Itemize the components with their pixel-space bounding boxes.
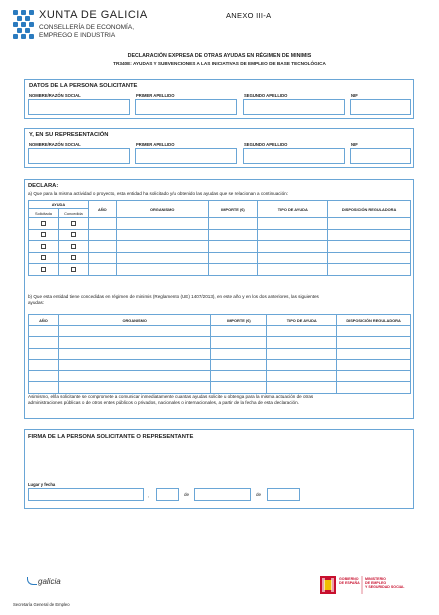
nif-field[interactable] bbox=[350, 99, 411, 115]
de-label-2: de bbox=[256, 492, 262, 497]
amount-cell[interactable] bbox=[211, 382, 267, 393]
amount-cell[interactable] bbox=[208, 229, 258, 241]
galicia-logo bbox=[27, 577, 61, 586]
place-date-label: Lugar y fecha bbox=[28, 482, 56, 487]
gov-line-2: DE ESPAÑA bbox=[339, 581, 360, 586]
col-regulation: DISPOSICIÓN REGULADORA bbox=[328, 201, 411, 218]
regulation-cell[interactable] bbox=[337, 348, 411, 359]
logo-title: XUNTA DE GALICIA bbox=[39, 9, 148, 21]
amount-cell[interactable] bbox=[211, 326, 267, 337]
logo-sub-line-2: EMPREGO E INDUSTRIA bbox=[39, 32, 116, 39]
requested-checkbox[interactable] bbox=[41, 221, 46, 226]
aid-type-cell[interactable] bbox=[258, 229, 328, 241]
aid-type-cell[interactable] bbox=[267, 382, 337, 393]
signature-section bbox=[24, 429, 414, 509]
aid-type-cell[interactable] bbox=[267, 359, 337, 370]
organism-cell[interactable] bbox=[58, 348, 211, 359]
galicia-swirl-icon bbox=[27, 577, 37, 585]
requested-checkbox[interactable] bbox=[41, 244, 46, 249]
col-regulation: DISPOSICIÓN REGULADORA bbox=[337, 315, 411, 326]
year-cell[interactable] bbox=[88, 264, 116, 276]
declaration-text-a: a) Que para la misma actividad o proyecto, esta entidad ha solicitado y/u obtenido las ayudas que se relacionan a continuación: bbox=[28, 191, 288, 196]
table-row bbox=[29, 264, 411, 276]
rep-name-label: NOMBRE/RAZÓN SOCIAL bbox=[29, 142, 81, 147]
table-row bbox=[29, 371, 411, 382]
document-title: DECLARACIÓN EXPRESA DE OTRAS AYUDAS EN RÉGIMEN DE MINIMIS bbox=[127, 53, 312, 59]
col-amount: IMPORTE (€) bbox=[208, 201, 258, 218]
year-cell[interactable] bbox=[88, 252, 116, 264]
regulation-cell[interactable] bbox=[337, 326, 411, 337]
ministry-line-1: MINISTERIO bbox=[365, 577, 386, 581]
col-aid-type: TIPO DE AYUDA bbox=[258, 201, 328, 218]
comma-separator: , bbox=[148, 493, 150, 498]
second-surname-field[interactable] bbox=[243, 99, 345, 115]
granted-checkbox[interactable] bbox=[71, 244, 76, 249]
aid-type-cell[interactable] bbox=[258, 218, 328, 230]
signature-title: FIRMA DE LA PERSONA SOLICITANTE O REPRESENTANTE bbox=[28, 434, 194, 440]
regulation-cell[interactable] bbox=[337, 382, 411, 393]
table-row bbox=[29, 337, 411, 348]
rep-nif-label: NIF bbox=[351, 142, 358, 147]
place-field[interactable] bbox=[28, 488, 144, 501]
organism-cell[interactable] bbox=[58, 371, 211, 382]
aid-type-cell[interactable] bbox=[258, 241, 328, 253]
government-label bbox=[339, 577, 360, 585]
logo-subtitle bbox=[39, 24, 169, 40]
regulation-cell[interactable] bbox=[328, 241, 411, 253]
table-row bbox=[29, 218, 411, 230]
amount-cell[interactable] bbox=[211, 371, 267, 382]
text-b-line-1: b) Que esta entidad tiene concedidas en régimen de minimis (Reglamento (UE) 1407/2013), en este año y en los dos anteriores, las siguientes bbox=[28, 294, 319, 299]
col-organism: ORGANISMO bbox=[58, 315, 211, 326]
regulation-cell[interactable] bbox=[337, 359, 411, 370]
declaration-text-b bbox=[28, 294, 412, 306]
spain-government-logo bbox=[320, 574, 410, 596]
day-field[interactable] bbox=[156, 488, 179, 501]
amount-cell[interactable] bbox=[211, 359, 267, 370]
aid-type-cell[interactable] bbox=[267, 326, 337, 337]
organism-cell[interactable] bbox=[58, 337, 211, 348]
ministry-label bbox=[365, 577, 404, 590]
granted-checkbox[interactable] bbox=[71, 221, 76, 226]
col-aid-type: TIPO DE AYUDA bbox=[267, 315, 337, 326]
year-cell[interactable] bbox=[29, 337, 59, 348]
organism-cell[interactable] bbox=[58, 359, 211, 370]
year-cell[interactable] bbox=[29, 359, 59, 370]
month-field[interactable] bbox=[194, 488, 251, 501]
table-row bbox=[29, 241, 411, 253]
declaration-section bbox=[24, 179, 414, 419]
organism-cell[interactable] bbox=[116, 229, 208, 241]
minimis-aids-table bbox=[28, 314, 411, 394]
representative-title: Y, EN SU REPRESENTACIÓN bbox=[29, 132, 109, 138]
amount-cell[interactable] bbox=[208, 264, 258, 276]
table-row bbox=[29, 382, 411, 393]
regulation-cell[interactable] bbox=[337, 337, 411, 348]
requested-checkbox[interactable] bbox=[41, 267, 46, 272]
name-field[interactable] bbox=[28, 99, 130, 115]
secretaria-label: Secretaría General de Empleo bbox=[13, 602, 70, 607]
de-label-1: de bbox=[184, 492, 190, 497]
text-b-line-2: ayudas: bbox=[28, 300, 45, 305]
organism-cell[interactable] bbox=[116, 252, 208, 264]
year-cell[interactable] bbox=[29, 348, 59, 359]
granted-checkbox[interactable] bbox=[71, 232, 76, 237]
regulation-cell[interactable] bbox=[328, 264, 411, 276]
granted-checkbox[interactable] bbox=[71, 255, 76, 260]
nif-label: NIF bbox=[351, 93, 358, 98]
amount-cell[interactable] bbox=[211, 337, 267, 348]
col-granted: Concedida bbox=[58, 209, 88, 218]
aid-type-cell[interactable] bbox=[267, 371, 337, 382]
col-requested: Solicitada bbox=[29, 209, 59, 218]
organism-cell[interactable] bbox=[116, 264, 208, 276]
rep-first-surname-field[interactable] bbox=[135, 148, 237, 164]
rep-second-surname-field[interactable] bbox=[243, 148, 345, 164]
amount-cell[interactable] bbox=[208, 218, 258, 230]
requested-checkbox[interactable] bbox=[41, 232, 46, 237]
year-cell[interactable] bbox=[29, 326, 59, 337]
applicant-title: DATOS DE LA PERSONA SOLICITANTE bbox=[29, 83, 138, 89]
commitment-line-1: Asimismo, el/la solicitante se compromete a comunicar inmediatamente cuantas ayudas solicite u obtenga para la misma actuación de otras bbox=[28, 394, 314, 399]
aid-type-cell[interactable] bbox=[267, 348, 337, 359]
aids-requested-table bbox=[28, 200, 411, 276]
regulation-cell[interactable] bbox=[328, 218, 411, 230]
regulation-cell[interactable] bbox=[328, 252, 411, 264]
organism-cell[interactable] bbox=[116, 241, 208, 253]
granted-checkbox[interactable] bbox=[71, 267, 76, 272]
document-subtitle: TR340E: AYUDAS Y SUBVENCIONES A LAS INICIATIVAS DE EMPLEO DE BASE TECNOLÓGICA bbox=[113, 61, 326, 66]
year-field[interactable] bbox=[267, 488, 300, 501]
table-row bbox=[29, 348, 411, 359]
second-surname-label: SEGUNDO APELLIDO bbox=[244, 93, 288, 98]
year-cell[interactable] bbox=[29, 371, 59, 382]
table-row bbox=[29, 252, 411, 264]
year-cell[interactable] bbox=[29, 382, 59, 393]
annex-label: ANEXO III-A bbox=[226, 11, 272, 20]
representative-section bbox=[24, 128, 414, 168]
declaration-title: DECLARA: bbox=[28, 183, 59, 189]
col-organism: ORGANISMO bbox=[116, 201, 208, 218]
col-year: AÑO bbox=[88, 201, 116, 218]
organism-cell[interactable] bbox=[116, 218, 208, 230]
aid-type-cell[interactable] bbox=[258, 264, 328, 276]
aid-type-cell[interactable] bbox=[267, 337, 337, 348]
name-label: NOMBRE/RAZÓN SOCIAL bbox=[29, 93, 81, 98]
first-surname-field[interactable] bbox=[135, 99, 237, 115]
applicant-section bbox=[24, 79, 414, 119]
rep-second-surname-label: SEGUNDO APELLIDO bbox=[244, 142, 288, 147]
col-year: AÑO bbox=[29, 315, 59, 326]
xunta-emblem-icon bbox=[13, 10, 35, 42]
rep-name-field[interactable] bbox=[28, 148, 130, 164]
table-row bbox=[29, 229, 411, 241]
organism-cell[interactable] bbox=[58, 326, 211, 337]
table-row bbox=[29, 359, 411, 370]
rep-first-surname-label: PRIMER APELLIDO bbox=[136, 142, 175, 147]
commitment-text bbox=[28, 394, 412, 406]
requested-checkbox[interactable] bbox=[41, 255, 46, 260]
ministry-line-2: DE EMPLEO bbox=[365, 581, 387, 586]
amount-cell[interactable] bbox=[208, 241, 258, 253]
table-row bbox=[29, 326, 411, 337]
year-cell[interactable] bbox=[88, 229, 116, 241]
aid-type-cell[interactable] bbox=[258, 252, 328, 264]
regulation-cell[interactable] bbox=[337, 371, 411, 382]
col-amount: IMPORTE (€) bbox=[211, 315, 267, 326]
regulation-cell[interactable] bbox=[328, 229, 411, 241]
ministry-line-3: Y SEGURIDAD SOCIAL bbox=[365, 585, 405, 590]
logo-sub-line-1: CONSELLERÍA DE ECONOMÍA, bbox=[39, 24, 134, 31]
commitment-line-2: administraciones públicas o de otros entes públicos o privados, nacionales o internacionales, a partir de la fecha de esta declaración. bbox=[28, 400, 299, 405]
aid-group-header: AYUDA bbox=[29, 201, 89, 209]
xunta-logo bbox=[13, 6, 163, 48]
year-cell[interactable] bbox=[88, 218, 116, 230]
rep-nif-field[interactable] bbox=[350, 148, 411, 164]
galicia-logo-text: galicia bbox=[38, 577, 61, 586]
first-surname-label: PRIMER APELLIDO bbox=[136, 93, 175, 98]
amount-cell[interactable] bbox=[208, 252, 258, 264]
organism-cell[interactable] bbox=[58, 382, 211, 393]
year-cell[interactable] bbox=[88, 241, 116, 253]
amount-cell[interactable] bbox=[211, 348, 267, 359]
gov-line-1: GOBIERNO bbox=[339, 577, 359, 581]
